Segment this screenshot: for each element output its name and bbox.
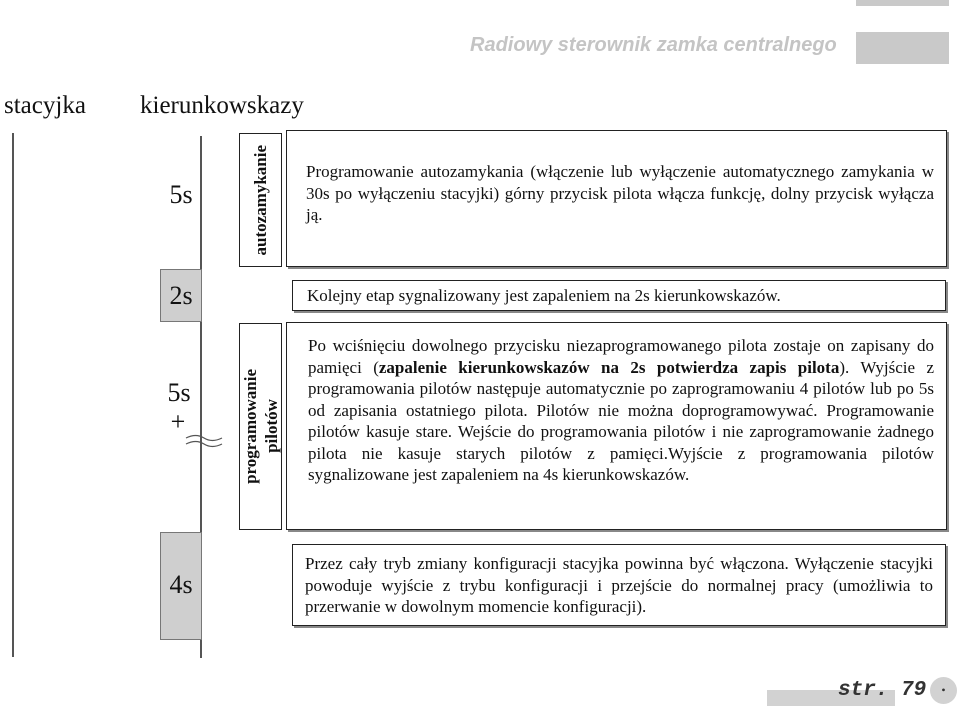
textbox-signal-2s-text — [307, 285, 935, 307]
textbox-signal-4s — [292, 544, 946, 626]
label-autolock: autozamykanie — [251, 144, 270, 256]
header-decor-box — [856, 32, 949, 64]
label-remote-programming-line1: programowanie — [240, 369, 260, 484]
time-label-signal-4s: 4s — [169, 570, 193, 599]
label-box-remote-programming — [239, 323, 282, 530]
text-segment: Kolejny etap sygnalizowany jest zapaleniem na 2s kierunkowskazów. — [307, 286, 781, 305]
textbox-autolock-text — [306, 161, 934, 226]
text-segment: Po wciśnięciu dowolnego przycisku niezaprogramowanego pilota zostaje on zapisany do pamięci ( — [308, 336, 934, 377]
emphasized-text: zapalenie kierunkowskazów na 2s potwierdza zapis pilota — [378, 357, 840, 377]
textbox-remote-programming — [286, 322, 947, 530]
textbox-signal-2s — [292, 280, 946, 311]
header-decor-bar — [856, 0, 949, 6]
page-dot-icon — [930, 677, 957, 704]
page-dot-glyph: • — [941, 683, 946, 697]
text-segment: Przez cały tryb zmiany konfiguracji stacyjka powinna być włączona. Wyłączenie stacyjki powoduje wyjście z trybu konfiguracji i przejście do normalnej pracy (umożliwia to przerwanie w dowolnym momencie konfiguracji). — [305, 554, 933, 616]
textbox-autolock — [286, 130, 947, 267]
time-label-autolock: 5s — [169, 180, 193, 209]
label-box-autolock — [239, 133, 282, 267]
textbox-signal-4s-text — [305, 553, 933, 618]
column-heading-ignition: stacyjka — [4, 92, 86, 119]
timeline-break-mark — [184, 430, 224, 450]
time-label-programming: 5s — [167, 378, 191, 407]
document-header-title: Radiowy sterownik zamka centralnego — [470, 34, 837, 56]
time-label-plus: + — [170, 407, 186, 436]
column-heading-indicators: kierunkowskazy — [140, 92, 304, 119]
label-remote-programming — [240, 369, 282, 484]
time-label-signal-2s: 2s — [169, 281, 193, 310]
textbox-remote-programming-text — [308, 335, 934, 486]
page-number: str. 79 — [838, 679, 927, 702]
text-segment: ). Wyjście z programowania pilotów następuje automatycznie po zaprogramowaniu 4 pilotów lub po 5s od zapisania ostatniego pilota. Pilotów nie można doprogramowywać. Programowanie pilotów kasuje stare. Wejście do programowania pilotów i nie zaprogramowanie żadnego pilota nie kasuje starych pilotów z pamięci.Wyjście z programowania pilotów sygnalizowane jest zapaleniem na 4s kierunkowskazów. — [308, 357, 934, 484]
ignition-timeline — [12, 133, 14, 657]
text-segment: Programowanie autozamykania (włączenie lub wyłączenie automatycznego zamykania w 30s po wyłączeniu stacyjki) górny przycisk pilota włącza funkcję, dolny przycisk wyłącza ją. — [306, 162, 934, 224]
label-remote-programming-line2: pilotów — [261, 399, 281, 454]
